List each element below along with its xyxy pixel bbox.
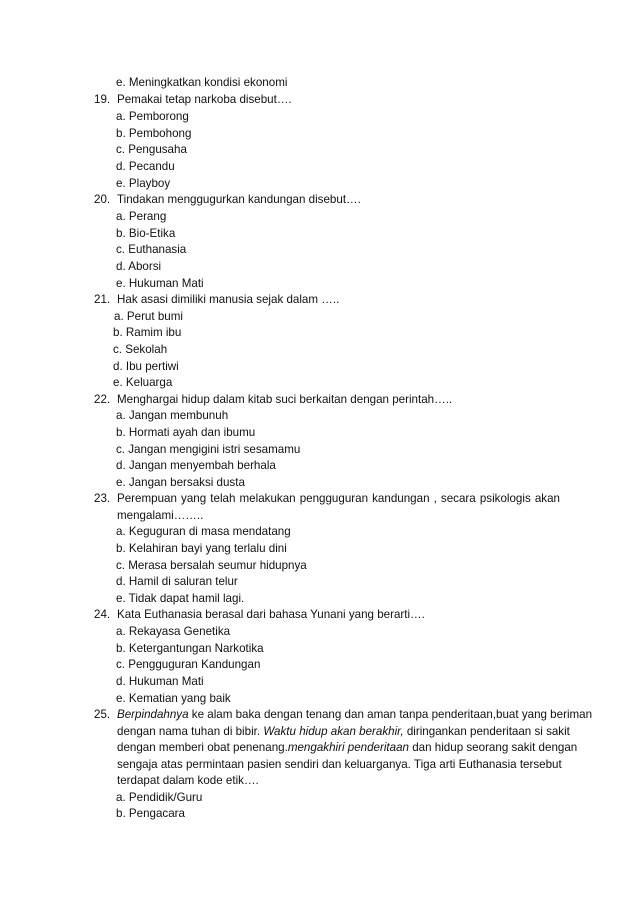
q19-number: 19. xyxy=(94,93,111,106)
q21-option-e: e. Keluarga xyxy=(113,376,173,389)
q25-option-a: a. Pendidik/Guru xyxy=(116,791,203,804)
q20-option-b: b. Bio-Etika xyxy=(116,227,176,240)
q19-option-c: c. Pengusaha xyxy=(116,143,187,156)
q20-number: 20. xyxy=(94,193,111,206)
q21-stem: Hak asasi dimiliki manusia sejak dalam ….. xyxy=(117,293,340,306)
q24-option-c: c. Pengguguran Kandungan xyxy=(116,658,261,671)
q25-italic-term-2: Waktu hidup akan berakhir, xyxy=(263,725,404,738)
q24-option-b: b. Ketergantungan Narkotika xyxy=(116,642,264,655)
q23-stem-line-1: Perempuan yang telah melakukan pengguguran kandungan , secara psikologis akan xyxy=(117,492,560,505)
q25-line-1-text: ke alam baka dengan tenang dan aman tanpa penderitaan,buat yang beriman xyxy=(188,708,593,721)
q20-option-a: a. Perang xyxy=(116,210,167,223)
q19-option-e: e. Playboy xyxy=(116,177,171,190)
q19-option-d: d. Pecandu xyxy=(116,160,175,173)
q19-option-a: a. Pemborong xyxy=(116,110,189,123)
q25-stem-line-4: sengaja atas permintaan pasien sendiri dan keluarganya. Tiga arti Euthanasia tersebut xyxy=(117,758,562,771)
q20-option-e: e. Hukuman Mati xyxy=(116,277,204,290)
q18-option-e: e. Meningkatkan kondisi ekonomi xyxy=(116,76,288,89)
q21-option-d: d. Ibu pertiwi xyxy=(113,360,179,373)
q25-italic-term-3: mengakhiri penderitaan xyxy=(287,741,409,754)
q23-stem-line-2: mengalami…….. xyxy=(117,509,204,522)
q25-stem-line-1 xyxy=(117,707,593,723)
q21-option-a: a. Perut bumi xyxy=(114,310,183,323)
q21-option-b: b. Ramim ibu xyxy=(113,326,182,339)
q24-option-d: d. Hukuman Mati xyxy=(116,675,204,688)
q25-stem-line-2 xyxy=(117,724,570,740)
q22-stem: Menghargai hidup dalam kitab suci berkaitan dengan perintah….. xyxy=(117,393,453,406)
q19-stem: Pemakai tetap narkoba disebut…. xyxy=(117,93,292,106)
q24-option-a: a. Rekayasa Genetika xyxy=(116,625,231,638)
q24-option-e: e. Kematian yang baik xyxy=(116,692,231,705)
q25-stem-line-5: terdapat dalam kode etik…. xyxy=(117,774,259,787)
q23-option-b: b. Kelahiran bayi yang terlalu dini xyxy=(116,542,287,555)
q19-option-b: b. Pembohong xyxy=(116,127,192,140)
q20-option-c: c. Euthanasia xyxy=(116,243,187,256)
q20-option-d: d. Aborsi xyxy=(116,260,162,273)
q23-option-c: c. Merasa bersalah seumur hidupnya xyxy=(116,559,307,572)
q22-option-a: a. Jangan membunuh xyxy=(116,409,229,422)
q25-line-3-pre: dengan memberi obat penenang. xyxy=(117,741,288,754)
q23-option-a: a. Keguguran di masa mendatang xyxy=(116,525,291,538)
q20-stem: Tindakan menggugurkan kandungan disebut…. xyxy=(117,193,361,206)
q24-stem: Kata Euthanasia berasal dari bahasa Yunani yang berarti…. xyxy=(117,608,425,621)
q21-option-c: c. Sekolah xyxy=(113,343,168,356)
q23-option-e: e. Tidak dapat hamil lagi. xyxy=(116,592,245,605)
q25-number: 25. xyxy=(94,708,111,721)
q25-stem-line-3 xyxy=(117,740,578,756)
q25-italic-term-1: Berpindahnya xyxy=(117,708,189,721)
q21-number: 21. xyxy=(94,293,111,306)
q22-number: 22. xyxy=(94,393,111,406)
q25-line-2-post: diringankan penderitaan si sakit xyxy=(403,725,570,738)
q23-number: 23. xyxy=(94,492,111,505)
q22-option-c: c. Jangan mengigini istri sesamamu xyxy=(116,443,301,456)
q22-option-e: e. Jangan bersaksi dusta xyxy=(116,476,245,489)
q22-option-d: d. Jangan menyembah berhala xyxy=(116,459,276,472)
q23-option-d: d. Hamil di saluran telur xyxy=(116,575,238,588)
q24-number: 24. xyxy=(94,608,111,621)
q22-option-b: b. Hormati ayah dan ibumu xyxy=(116,426,256,439)
q25-line-2-pre: dengan nama tuhan di bibir. xyxy=(117,725,264,738)
q25-line-3-post: dan hidup seorang sakit dengan xyxy=(409,741,578,754)
q25-option-b: b. Pengacara xyxy=(116,807,185,820)
